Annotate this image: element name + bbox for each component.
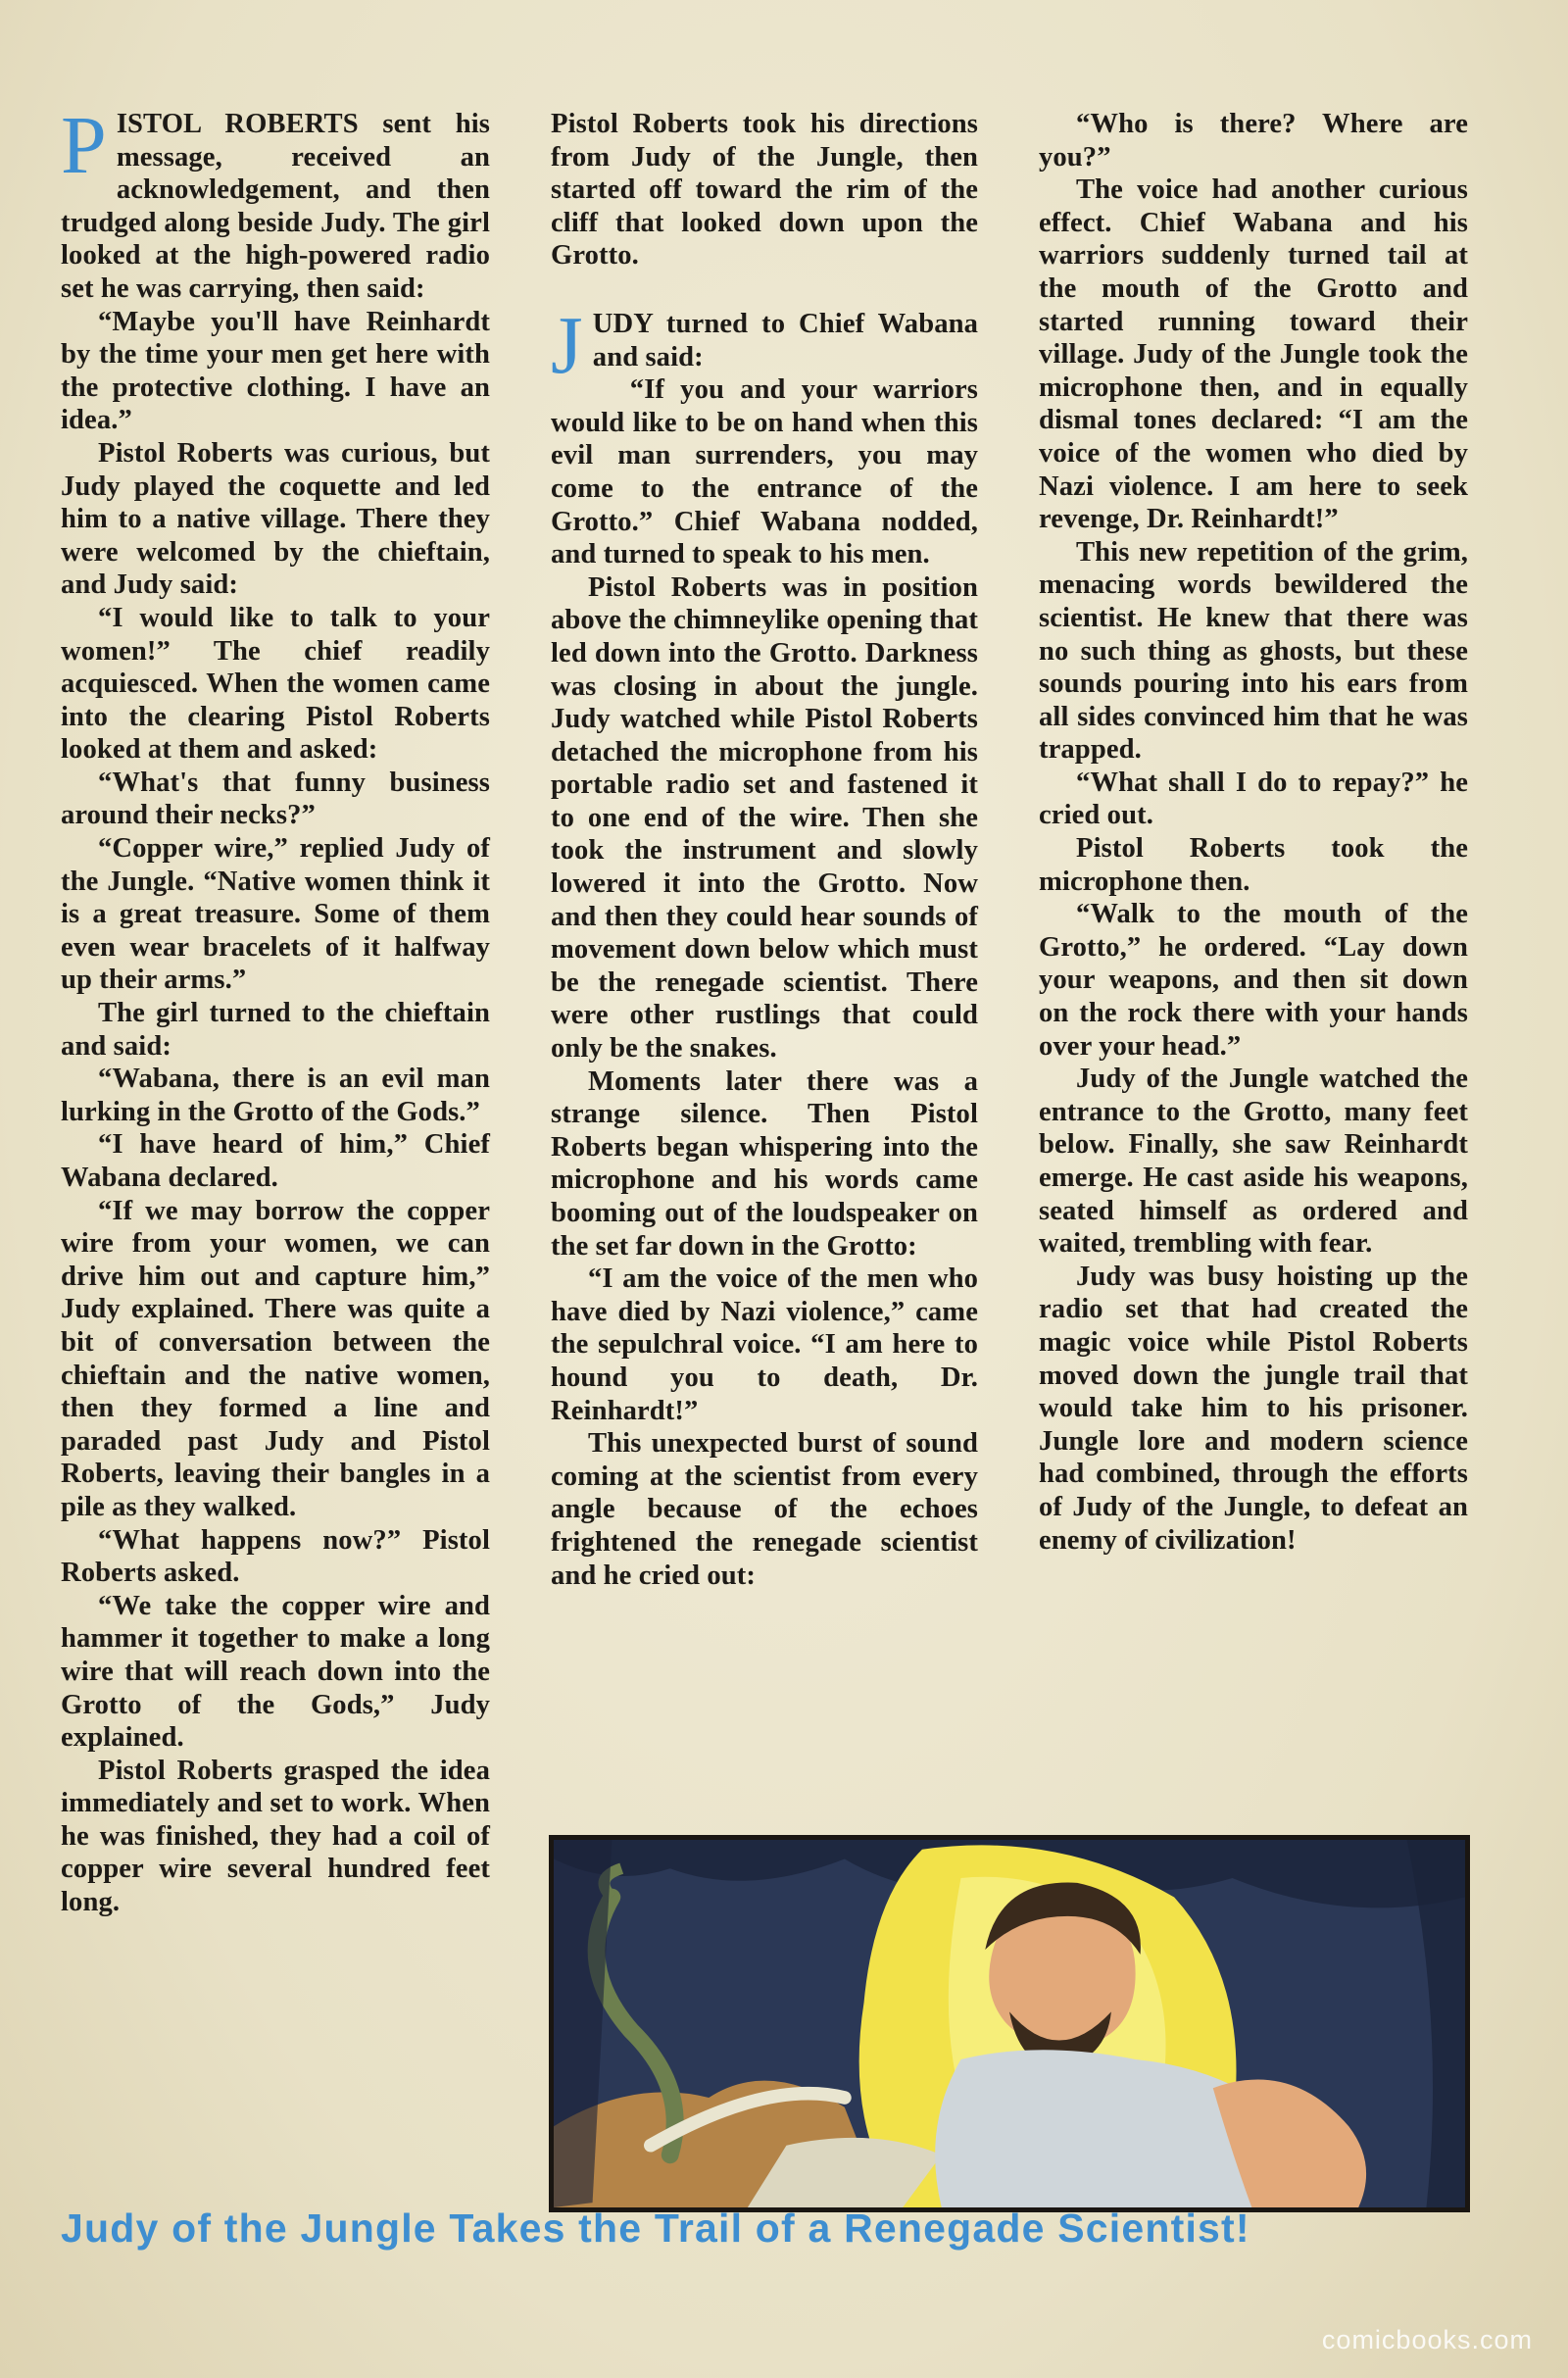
story-paragraph: “I am the voice of the men who have died by Nazi violence,” came the sepulchral voice. “I am here to hound you to death, Dr. Reinhardt!” [551,1263,978,1426]
story-paragraph: Judy was busy hoisting up the radio set that had created the magic voice while Pistol Roberts moved down the jungle trail that would take him to his prisoner. Jungle lore and modern science had combined, through the efforts of Judy of the Jungle, to defeat an enemy of civilization! [1039,1261,1468,1556]
story-paragraph: “Wabana, there is an evil man lurking in the Grotto of the Gods.” [61,1064,490,1127]
story-paragraph: Judy of the Jungle watched the entrance to the Grotto, many feet below. Finally, she saw Reinhardt emerge. He cast aside his weapons, seated himself as ordered and waited, trembling with fear. [1039,1064,1468,1260]
story-paragraph: “Maybe you'll have Reinhardt by the time your men get here with the protective clothing. I have an idea.” [61,306,490,436]
comic-panel-illustration [549,1835,1470,2212]
drop-cap-p: P [61,100,107,191]
story-paragraph: “What shall I do to repay?” he cried out. [1039,767,1468,831]
story-paragraph: “Who is there? Where are you?” [1039,109,1468,173]
story-paragraph: This new repetition of the grim, menacing words bewildered the scientist. He knew that there was no such thing as ghosts, but these sounds pouring into his ears from all sides convinced him that he was trapped. [1039,536,1468,766]
scientist-in-grotto-illustration [554,1840,1465,2207]
story-paragraph: Pistol Roberts took the microphone then. [1039,833,1468,897]
story-paragraph: “I have heard of him,” Chief Wabana declared. [61,1129,490,1193]
story-paragraph: “I would like to talk to your women!” The chief readily acquiesced. When the women came into the clearing Pistol Roberts looked at them and asked: [61,602,490,766]
story-paragraph: “If we may borrow the copper wire from your women, we can drive him out and capture him,” Judy explained. There was quite a bit of conversation between the chieftain and the native women, then they formed a line and paraded past Judy and Pistol Roberts, leaving their bangles in a pile as they walked. [61,1195,490,1522]
text-column-2 [551,108,978,1592]
story-paragraph: PISTOL ROBERTS sent his message, received an acknowledgement, and then trudged along beside Judy. The girl looked at the high-powered radio set he was carrying, then said: [61,100,490,304]
text-column-1 [61,100,490,1919]
story-paragraph: Pistol Roberts was curious, but Judy played the coquette and led him to a native village. There they were welcomed by the chieftain, and Judy said: [61,437,490,601]
site-watermark: comicbooks.com [1321,2325,1533,2354]
story-title-caption: Judy of the Jungle Takes the Trail of a Renegade Scientist! [61,2205,1250,2251]
drop-cap-j: J [551,299,583,391]
story-paragraph: “Copper wire,” replied Judy of the Jungle. “Native women think it is a great treasure. Some of them even wear bracelets of it halfway up their arms.” [61,833,490,996]
story-paragraph: “We take the copper wire and hammer it together to make a long wire that will reach down into the Grotto of the Gods,” Judy explained. [61,1590,490,1754]
story-paragraph: Pistol Roberts took his directions from Judy of the Jungle, then started off toward the rim of the cliff that looked down upon the Grotto. [551,109,978,272]
story-paragraph: Pistol Roberts grasped the idea immediately and set to work. When he was finished, they had a coil of copper wire several hundred feet long. [61,1755,490,1918]
text-column-3 [1039,108,1468,1557]
story-paragraph: Moments later there was a strange silence. Then Pistol Roberts began whispering into the microphone and his words came booming out of the loudspeaker on the set far down in the Grotto: [551,1065,978,1262]
story-paragraph: JUDY turned to Chief Wabana and said: [551,299,978,391]
story-paragraph: The girl turned to the chieftain and said: [61,998,490,1062]
story-paragraph: This unexpected burst of sound coming at the scientist from every angle because of the echoes frightened the renegade scientist and he cried out: [551,1428,978,1591]
story-paragraph: “What's that funny business around their necks?” [61,767,490,831]
section-gap [551,272,978,308]
story-paragraph: “What happens now?” Pistol Roberts asked. [61,1524,490,1589]
story-paragraph: “Walk to the mouth of the Grotto,” he ordered. “Lay down your weapons, and then sit down on the rock there with your hands over your head.” [1039,899,1468,1062]
story-paragraph: Pistol Roberts was in position above the chimneylike opening that led down into the Grotto. Darkness was closing in about the jungle. Judy watched while Pistol Roberts detached the microphone from his portable radio set and fastened it to one end of the wire. Then she took the instrument and slowly lowered it into the Grotto. Now and then they could hear sounds of movement down below which must be the renegade scientist. There were other rustlings that could only be the snakes. [551,571,978,1065]
story-paragraph: “If you and your warriors would like to be on hand when this evil man surrenders, you may come to the entrance of the Grotto.” Chief Wabana nodded, and turned to speak to his men. [551,374,978,570]
story-paragraph: The voice had another curious effect. Chief Wabana and his warriors suddenly turned tail at the mouth of the Grotto and started running toward their village. Judy of the Jungle took the microphone then, and in equally dismal tones declared: “I am the voice of the women who died by Nazi violence. I am here to seek revenge, Dr. Reinhardt!” [1039,174,1468,535]
